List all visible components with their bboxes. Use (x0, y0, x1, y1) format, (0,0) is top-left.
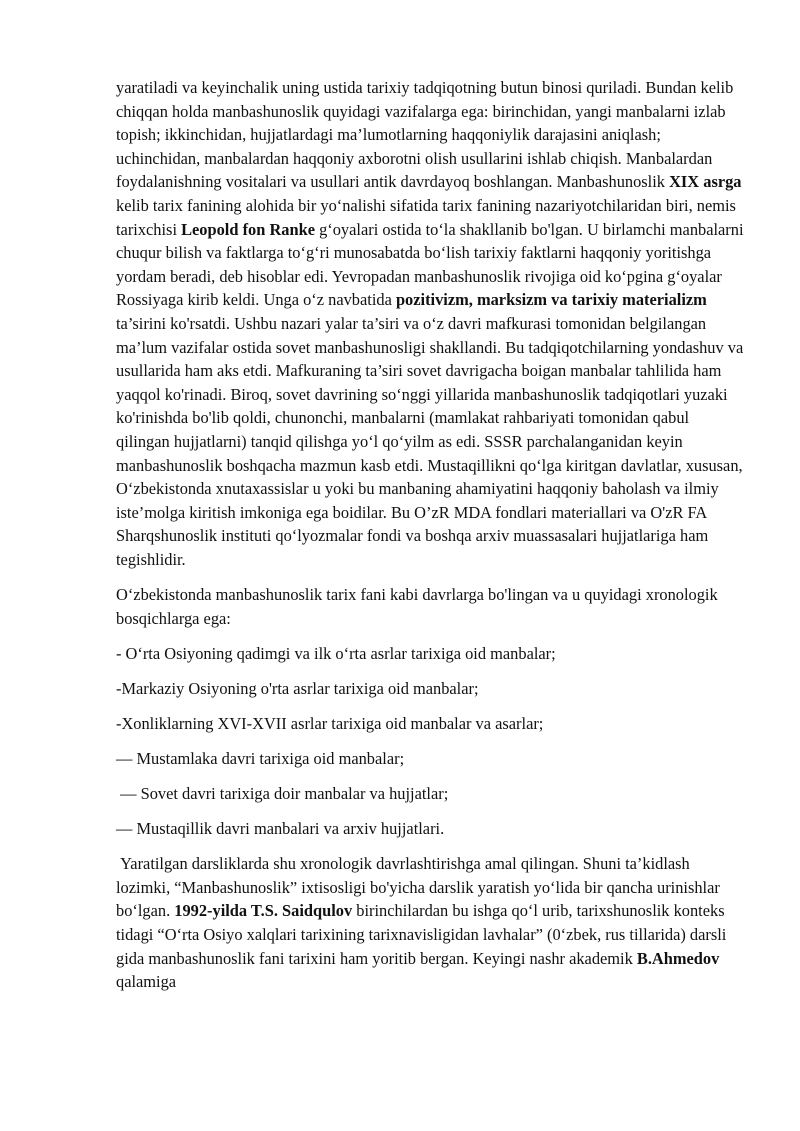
text-run: qalamiga (116, 948, 724, 992)
paragraph-periodization: O‘zbekistonda manbashunoslik tarix fani kabi davrlarga bo'lingan va u quyidagi xronologik bosqichlarga ega: (116, 584, 718, 628)
text-run: g‘oyalari ostida to‘la shakllanib bo'lgan. U birlamchi manbalarni chuqur bilish va faktlarga to‘g‘ri munosabatda bo‘lish tarixiy faktlarni haqqoniy yoritishga yordam beradi, deb hisoblar edi. Yevropadan manbashunoslik rivojiga oid ko‘pgina g‘oyalar Rossiyaga kirib keldi. Unga o‘z navbatida (116, 219, 744, 310)
list-item: — Mustaqillik davri manbalari va arxiv hujjatlari. (116, 819, 445, 839)
text-run: Yaratilgan darsliklarda shu xronologik davrlashtirishga amal qilingan. Shuni ta’kidlash lozimki, “Manbashunoslik” ixtisosligi bo'yicha darslik yaratish yo‘lida bir qancha urinishlar bo‘lgan. (116, 854, 724, 921)
bold-term: XIX asrga (669, 172, 742, 192)
paragraph-manbashunoslik-history (116, 76, 746, 571)
list-item: -Markaziy Osiyoning o'rta asrlar tarixiga oid manbalar; (116, 678, 479, 698)
text-run: yaratiladi va keyinchalik uning ustida tarixiy tadqiqotning butun binosi quriladi. Bundan kelib chiqqan holda manbashunoslik quyidagi vazifalarga ega: birinchidan, yangi manbalarni izlab topish; ikkinchidan, hujjatlardagi ma’lumotlarning haqqoniylik darajasini aniqlash; uchinchidan, manbalardan haqqoniy axborotni olish usullarini ishlab chiqish. Manbalardan foydalanishning vositalari va usullari antik davrdayoq boshlangan. Manbashunoslik (116, 78, 734, 192)
text-run: birinchilardan bu ishga qo‘l urib, tarixshunoslik konteks tidagi “O‘rta Osiyo xalqlari tarixining tarixnavisligidan lavhalar” (0‘zbek, rus tillarida) darsli gida manbashunoslik fani tarixini ham yoritib bergan. Keyingi nashr akademik (116, 901, 731, 968)
list-item: — Mustamlaka davri tarixiga oid manbalar; (116, 748, 405, 768)
document-page (116, 76, 746, 1005)
list-item: -Xonliklarning XVI-XVII asrlar tarixiga oid manbalar va asarlar; (116, 713, 544, 733)
paragraph-textbooks (116, 852, 746, 994)
bold-term: pozitivizm, marksizm va tarixiy materializm (395, 290, 707, 310)
text-run: ta’sirini ko'rsatdi. Ushbu nazari yalar ta’siri va o‘z davri mafkurasi tomonidan belgilangan ma’lum vazifalar ostida sovet manbashunosligi shakllandi. Bu tadqiqotchilarning yondashuv va usullarida ham aks etdi. Mafkuraning ta’siri sovet davrigacha boigan manbalar tahlilida ham yaqqol ko'rinadi. Biroq, sovet davrining so‘nggi yillarida manbashunoslik tadqiqotlari yuzaki ko'rinishda bo'lib qoldi, chunonchi, manbalarni (mamlakat rahbariyati tomonidan qabul qilingan hujjatlarni) tanqid qilishga yo‘l qo‘yilm as edi. SSSR parchalanganidan keyin manbashunoslik boshqacha mazmun kasb etdi. Mustaqillikni qo‘lga kiritgan davlatlar, xususan, O‘zbekistonda xnutaxassislar u yoki bu manbaning ahamiyatini haqqoniy baholash va ilmiy iste’molga kiritish imkoniga ega boidilar. Bu O’zR MDA fondlari materiallari va O'zR FA Sharqshunoslik instituti qo‘lyozmalar fondi va boshqa arxiv muassasalari hujjatlariga ham tegishlidir. (116, 313, 744, 569)
bold-term: B.Ahmedov (636, 948, 720, 968)
text-run: kelib tarix fanining alohida bir yo‘nalishi sifatida tarix fanining nazariyotchilaridan biri, nemis tarixchisi (116, 195, 736, 239)
list-item: - O‘rta Osiyoning qadimgi va ilk o‘rta asrlar tarixiga oid manbalar; (116, 643, 556, 663)
list-item: — Sovet davri tarixiga doir manbalar va hujjatlar; (116, 784, 449, 804)
bold-term: 1992-yilda T.S. Saidqulov (174, 901, 353, 921)
bold-term: Leopold fon Ranke (181, 219, 315, 239)
